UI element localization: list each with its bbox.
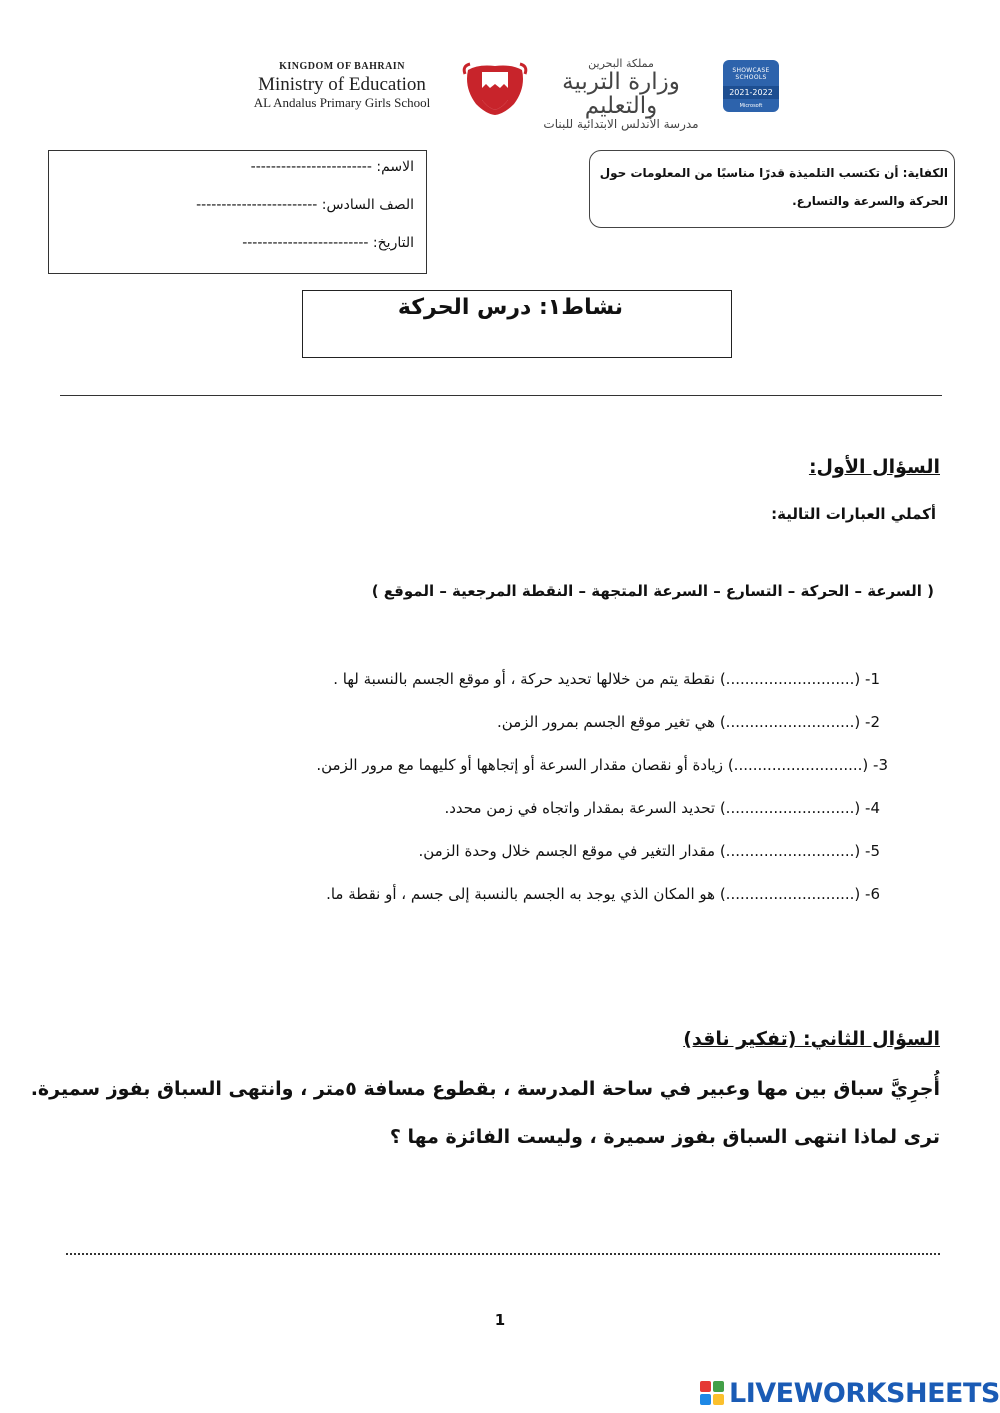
- ministry-label: Ministry of Education: [258, 74, 426, 95]
- kingdom-arabic-label: مملكة البحرين: [588, 57, 654, 70]
- badge-brand: Microsoft: [739, 103, 763, 110]
- question1-heading: السؤال الأول:: [808, 456, 940, 478]
- liveworksheets-grid-icon: [700, 1381, 724, 1405]
- grade-field[interactable]: الصف السادس: ------------------------: [196, 197, 414, 213]
- badge-title: SHOWCASE SCHOOLS: [732, 67, 770, 82]
- question1-instruction: أكملي العبارات التالية:: [771, 505, 936, 523]
- list-item[interactable]: 6- (...........................) هو المكان الذي يوجد به الجسم بالنسبة إلى جسم ، أو نقطة ما.: [326, 885, 880, 903]
- question2-heading: السؤال الثاني: (تفكير ناقد): [683, 1028, 940, 1050]
- showcase-schools-badge: [723, 60, 779, 112]
- list-item[interactable]: 1- (...........................) نقطة يتم من خلالها تحديد حركة ، أو موقع الجسم بالنسبة لها .: [333, 670, 880, 688]
- student-info-box: [48, 150, 427, 274]
- liveworksheets-logo: [700, 1378, 1000, 1408]
- activity-title-box: [302, 290, 732, 358]
- ministry-arabic-label: وزارة التربية والتعليم: [562, 68, 680, 119]
- list-item[interactable]: 3- (...........................) زيادة أو نقصان مقدار السرعة أو إتجاهها أو كليهما مع مرور الزمن.: [316, 756, 888, 774]
- question2-text-line1: أُجرِيَّ سباق بين مها وعبير في ساحة المدرسة ، بقطوع مسافة ٥متر ، وانتهى السباق بفوز سميرة.: [30, 1078, 940, 1100]
- list-item[interactable]: 5- (...........................) مقدار التغير في موقع الجسم خلال وحدة الزمن.: [418, 842, 880, 860]
- list-item[interactable]: 2- (...........................) هي تغير موقع الجسم بمرور الزمن.: [497, 713, 880, 731]
- header-arabic: [528, 58, 714, 130]
- name-field[interactable]: الاسم: ------------------------: [250, 159, 414, 175]
- divider: [60, 395, 942, 396]
- kingdom-label: KINGDOM OF BAHRAIN: [279, 61, 405, 72]
- brand-text: LIVEWORKSHEETS: [729, 1377, 1000, 1409]
- question2-text-line2: ترى لماذا انتهى السباق بفوز سميرة ، وليست الفائزة مها ؟: [389, 1126, 940, 1148]
- school-label: AL Andalus Primary Girls School: [253, 95, 431, 110]
- badge-years: 2021-2022: [723, 86, 779, 99]
- bahrain-crest-icon: [462, 60, 528, 116]
- answer-line[interactable]: [66, 1253, 940, 1255]
- school-arabic-label: مدرسة الأندلس الابتدائية للبنات: [543, 116, 699, 131]
- list-item[interactable]: 4- (...........................) تحديد السرعة بمقدار واتجاه في زمن محدد.: [444, 799, 880, 817]
- page-number: 1: [494, 1311, 506, 1329]
- competency-text: الكفاية: أن تكتسب التلميذة قدرًا مناسبًا من المعلومات حول الحركة والسرعة والتسارع.: [599, 166, 948, 208]
- competency-box: [589, 150, 955, 228]
- word-bank: ( السرعة – الحركة – التسارع – السرعة المتجهة – النقطة المرجعية – الموقع ): [371, 582, 934, 600]
- page-title: نشاط١: درس الحركة: [397, 295, 623, 320]
- header-english: [222, 62, 462, 109]
- date-field[interactable]: التاريخ: -------------------------: [242, 235, 414, 251]
